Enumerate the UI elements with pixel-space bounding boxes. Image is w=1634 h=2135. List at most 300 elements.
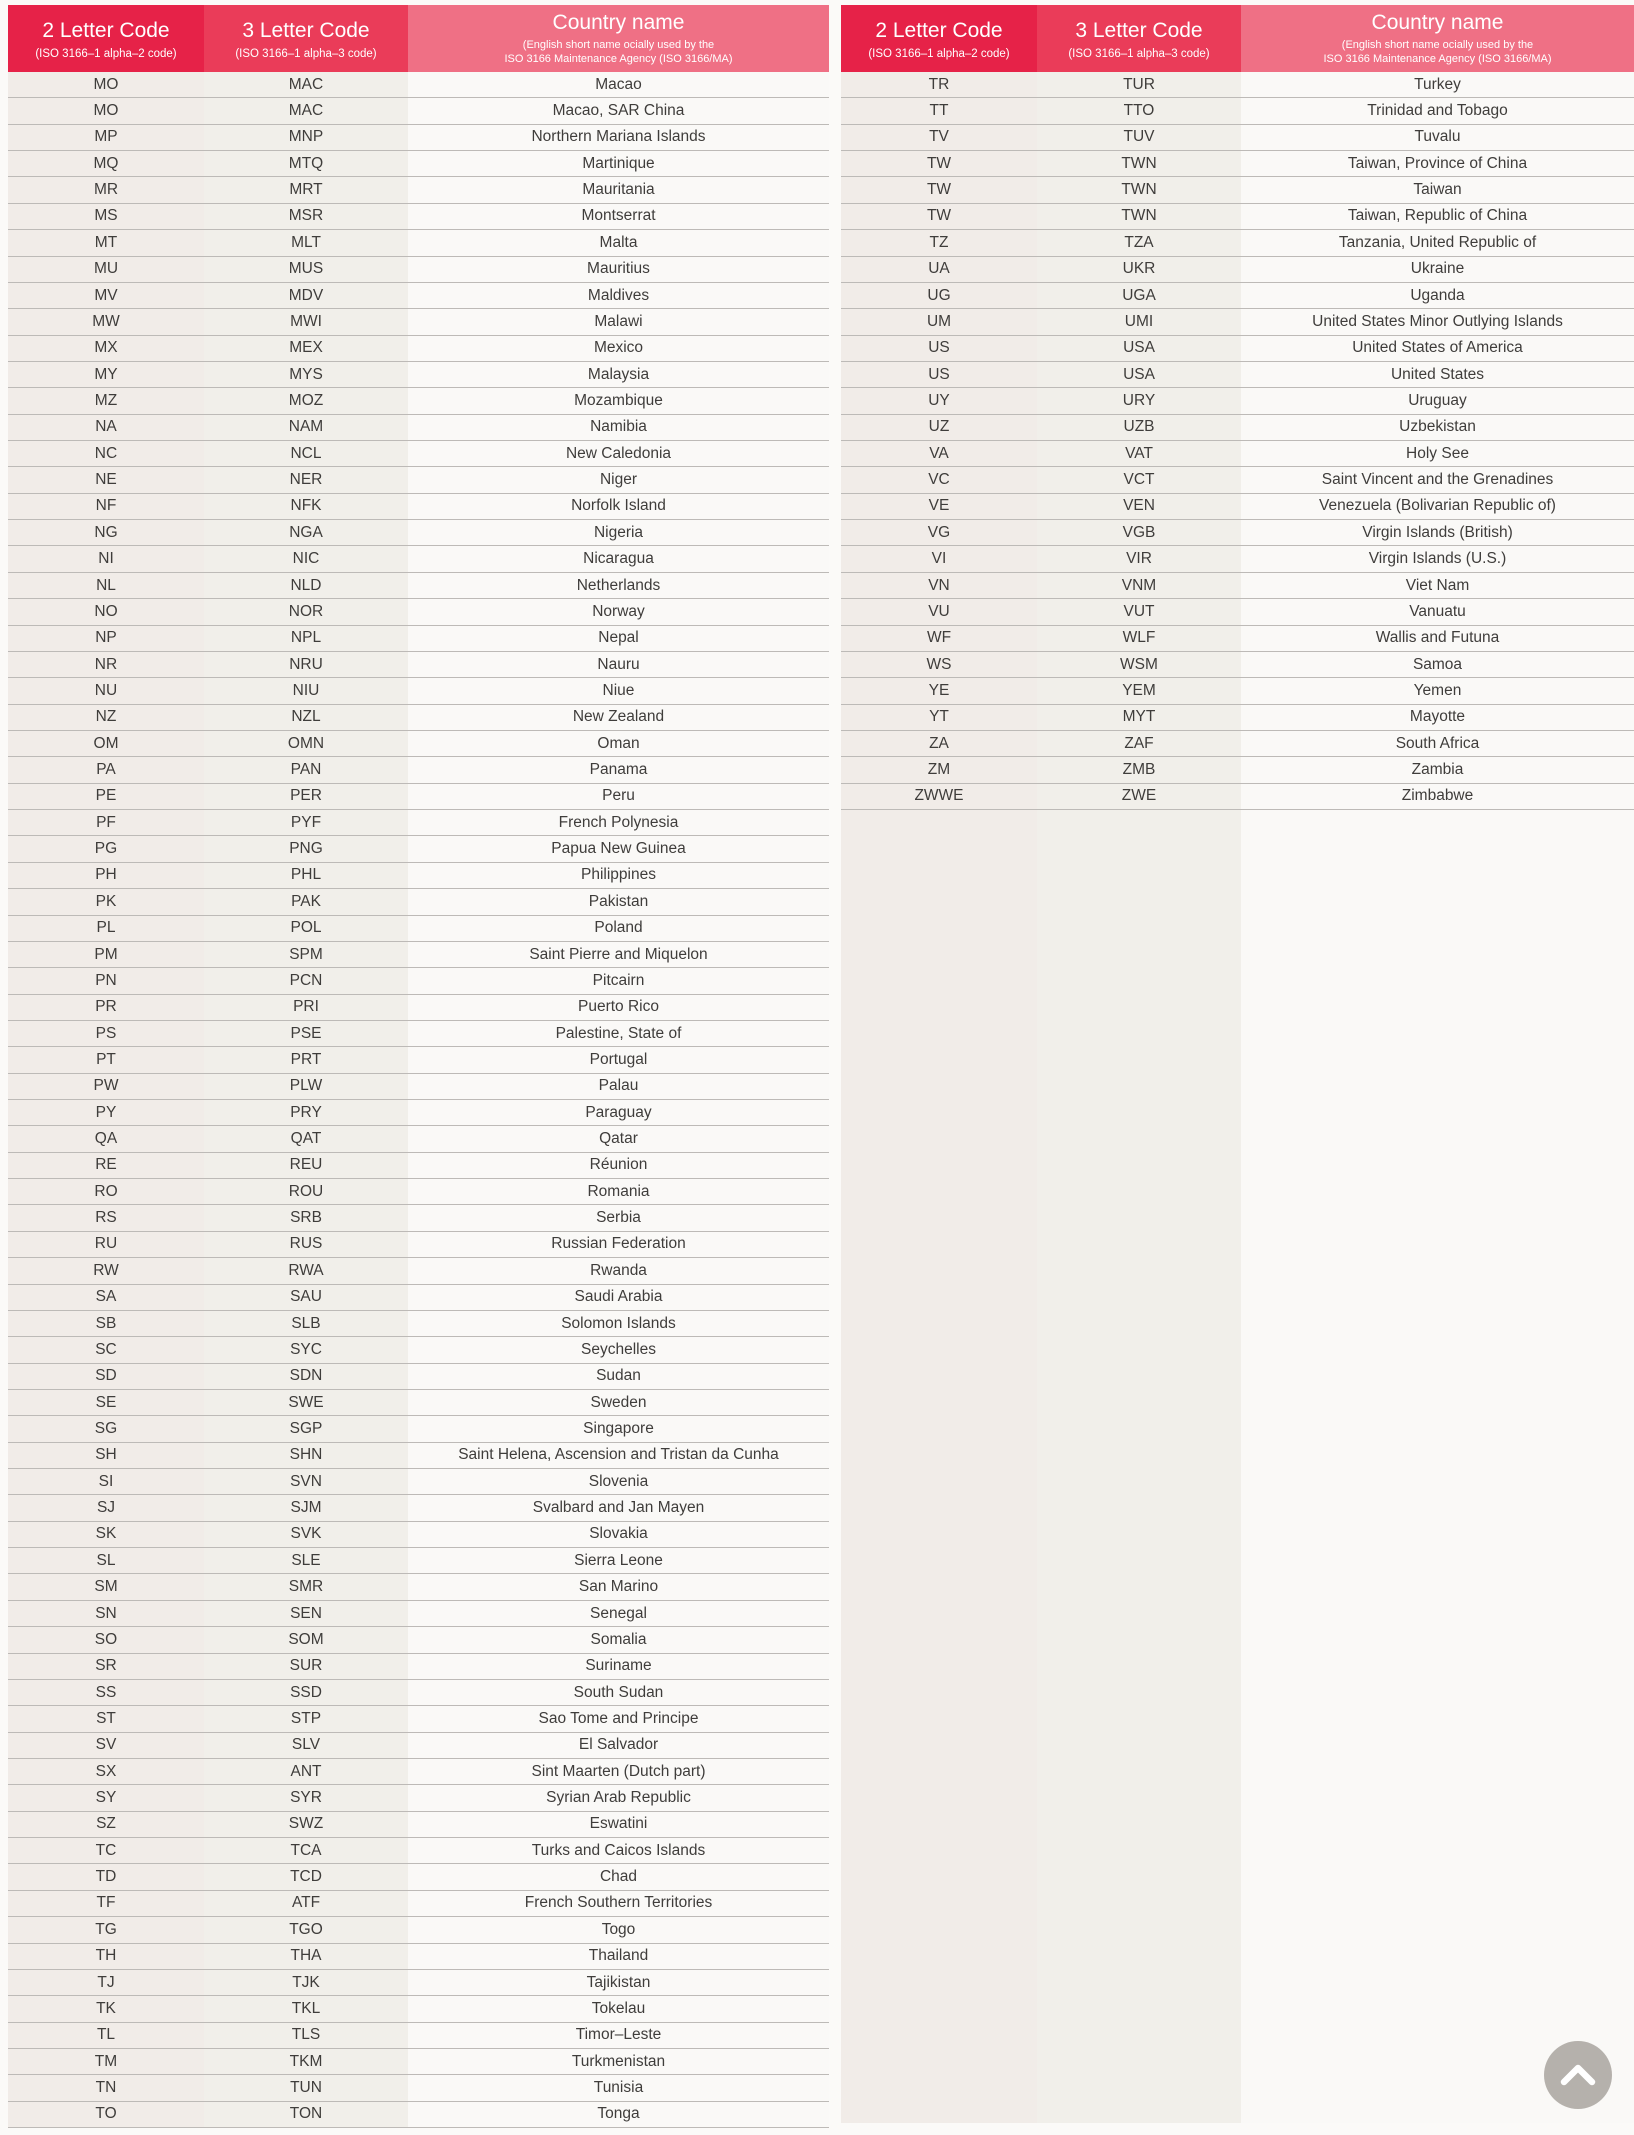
table-row	[841, 467, 1634, 493]
cell-alpha3-code: TGO	[204, 1917, 408, 1942]
table-row	[8, 72, 829, 98]
cell-alpha2-code: MU	[8, 257, 204, 282]
cell-alpha3-code: SEN	[204, 1601, 408, 1626]
cell-alpha3-code: TJK	[204, 1970, 408, 1995]
cell-alpha3-code: SSD	[204, 1680, 408, 1705]
cell-country-name: Philippines	[408, 863, 829, 888]
table-row	[841, 230, 1634, 256]
cell-alpha3-code: SAU	[204, 1285, 408, 1310]
cell-country-name: Tuvalu	[1241, 125, 1634, 150]
cell-country-name: Uzbekistan	[1241, 415, 1634, 440]
cell-alpha2-code: SV	[8, 1733, 204, 1758]
cell-alpha3-code: TZA	[1037, 230, 1241, 255]
cell-country-name: Saint Vincent and the Grenadines	[1241, 467, 1634, 492]
cell-alpha3-code: MRT	[204, 177, 408, 202]
cell-alpha3-code: OMN	[204, 731, 408, 756]
table-row	[841, 784, 1634, 810]
table-row	[841, 731, 1634, 757]
cell-alpha2-code: VA	[841, 441, 1037, 466]
cell-country-name: Paraguay	[408, 1100, 829, 1125]
cell-alpha2-code: VU	[841, 599, 1037, 624]
cell-alpha3-code: SMR	[204, 1574, 408, 1599]
cell-alpha3-code: NLD	[204, 573, 408, 598]
table-row	[8, 230, 829, 256]
cell-alpha2-code: MW	[8, 309, 204, 334]
cell-country-name: United States of America	[1241, 336, 1634, 361]
table-row	[841, 626, 1634, 652]
cell-alpha3-code: NOR	[204, 599, 408, 624]
cell-alpha2-code: TV	[841, 125, 1037, 150]
table-row	[841, 177, 1634, 203]
cell-country-name: Wallis and Futuna	[1241, 626, 1634, 651]
table-row	[8, 388, 829, 414]
cell-country-name: Saudi Arabia	[408, 1285, 829, 1310]
cell-alpha2-code: PE	[8, 784, 204, 809]
cell-alpha3-code: PER	[204, 784, 408, 809]
table-row	[8, 1759, 829, 1785]
cell-alpha3-code: VUT	[1037, 599, 1241, 624]
cell-alpha2-code: NA	[8, 415, 204, 440]
cell-country-name: Oman	[408, 731, 829, 756]
cell-alpha2-code: NG	[8, 520, 204, 545]
chevron-up-icon	[1560, 2064, 1596, 2086]
table-row	[8, 1258, 829, 1284]
table-row	[8, 1917, 829, 1943]
cell-alpha3-code: MSR	[204, 204, 408, 229]
cell-alpha3-code: TTO	[1037, 98, 1241, 123]
table-row	[8, 1733, 829, 1759]
cell-alpha3-code: PRI	[204, 995, 408, 1020]
cell-country-name: Portugal	[408, 1047, 829, 1072]
cell-alpha3-code: PYF	[204, 810, 408, 835]
cell-alpha2-code: MX	[8, 336, 204, 361]
table-row	[8, 678, 829, 704]
table-row	[841, 283, 1634, 309]
cell-alpha3-code: PLW	[204, 1074, 408, 1099]
cell-alpha3-code: SHN	[204, 1443, 408, 1468]
cell-alpha2-code: VG	[841, 520, 1037, 545]
cell-country-name: Mayotte	[1241, 705, 1634, 730]
cell-alpha3-code: NPL	[204, 626, 408, 651]
table-row	[841, 546, 1634, 572]
header-alpha3-subtitle: (ISO 3166–1 alpha–3 code)	[235, 48, 377, 60]
cell-alpha3-code: PSE	[204, 1021, 408, 1046]
table-row	[8, 916, 829, 942]
cell-alpha3-code: NIC	[204, 546, 408, 571]
table-row	[841, 520, 1634, 546]
cell-alpha3-code: PHL	[204, 863, 408, 888]
cell-alpha2-code: PM	[8, 942, 204, 967]
cell-alpha2-code: TW	[841, 151, 1037, 176]
cell-alpha3-code: NIU	[204, 678, 408, 703]
cell-alpha3-code: TWN	[1037, 151, 1241, 176]
cell-country-name: Ukraine	[1241, 257, 1634, 282]
cell-alpha2-code: YT	[841, 705, 1037, 730]
cell-alpha2-code: RS	[8, 1205, 204, 1230]
table-row	[8, 362, 829, 388]
table-row	[8, 889, 829, 915]
cell-country-name: Macao	[408, 72, 829, 97]
cell-alpha2-code: TT	[841, 98, 1037, 123]
cell-alpha2-code: PK	[8, 889, 204, 914]
table-row	[8, 2023, 829, 2049]
cell-alpha2-code: ZA	[841, 731, 1037, 756]
cell-alpha3-code: TWN	[1037, 204, 1241, 229]
cell-alpha3-code: REU	[204, 1153, 408, 1178]
cell-country-name: Yemen	[1241, 678, 1634, 703]
cell-country-name: Réunion	[408, 1153, 829, 1178]
cell-alpha2-code: MS	[8, 204, 204, 229]
table-row	[8, 995, 829, 1021]
table-row	[8, 151, 829, 177]
cell-alpha3-code: QAT	[204, 1126, 408, 1151]
cell-country-name: Svalbard and Jan Mayen	[408, 1495, 829, 1520]
table-row	[841, 98, 1634, 124]
cell-alpha2-code: TW	[841, 204, 1037, 229]
table-row	[841, 678, 1634, 704]
cell-country-name: Niue	[408, 678, 829, 703]
cell-country-name: South Africa	[1241, 731, 1634, 756]
cell-country-name: Nicaragua	[408, 546, 829, 571]
table-row	[8, 1996, 829, 2022]
table-row	[8, 1706, 829, 1732]
cell-alpha2-code: NC	[8, 441, 204, 466]
cell-country-name: Slovenia	[408, 1469, 829, 1494]
table-row	[841, 652, 1634, 678]
cell-alpha2-code: RU	[8, 1232, 204, 1257]
cell-alpha3-code: MWI	[204, 309, 408, 334]
cell-alpha2-code: NO	[8, 599, 204, 624]
cell-country-name: Nigeria	[408, 520, 829, 545]
cell-country-name: United States Minor Outlying Islands	[1241, 309, 1634, 334]
header-country-name-subtitle-line2: ISO 3166 Maintenance Agency (ISO 3166/MA)	[504, 53, 733, 65]
cell-alpha2-code: PA	[8, 757, 204, 782]
cell-alpha2-code: TH	[8, 1944, 204, 1969]
header-country-name	[408, 5, 829, 72]
cell-alpha2-code: NE	[8, 467, 204, 492]
table-row	[8, 1153, 829, 1179]
cell-alpha2-code: UA	[841, 257, 1037, 282]
header-alpha2-title: 2 Letter Code	[42, 19, 170, 42]
cell-alpha2-code: WS	[841, 652, 1037, 677]
cell-alpha3-code: TON	[204, 2102, 408, 2127]
table-row	[8, 1047, 829, 1073]
header-alpha3	[1037, 5, 1241, 72]
cell-alpha3-code: TCD	[204, 1864, 408, 1889]
cell-country-name: Senegal	[408, 1601, 829, 1626]
cell-alpha3-code: USA	[1037, 336, 1241, 361]
cell-country-name: Puerto Rico	[408, 995, 829, 1020]
cell-country-name: Turkey	[1241, 72, 1634, 97]
cell-alpha2-code: MP	[8, 125, 204, 150]
cell-country-name: Saint Pierre and Miquelon	[408, 942, 829, 967]
table-row	[841, 388, 1634, 414]
cell-alpha3-code: SYR	[204, 1785, 408, 1810]
cell-alpha3-code: TCA	[204, 1838, 408, 1863]
cell-alpha3-code: MEX	[204, 336, 408, 361]
cell-alpha2-code: ZWWE	[841, 784, 1037, 809]
cell-country-name: Trinidad and Tobago	[1241, 98, 1634, 123]
cell-country-name: Tanzania, United Republic of	[1241, 230, 1634, 255]
cell-country-name: Tajikistan	[408, 1970, 829, 1995]
cell-alpha2-code: PN	[8, 968, 204, 993]
header-alpha2-title: 2 Letter Code	[875, 19, 1003, 42]
cell-country-name: Sint Maarten (Dutch part)	[408, 1759, 829, 1784]
cell-alpha3-code: STP	[204, 1706, 408, 1731]
cell-alpha3-code: MLT	[204, 230, 408, 255]
table-row	[8, 863, 829, 889]
header-country-name-title: Country name	[552, 11, 685, 34]
table-row	[8, 784, 829, 810]
cell-alpha3-code: PAK	[204, 889, 408, 914]
table-row	[8, 309, 829, 335]
cell-alpha3-code: UKR	[1037, 257, 1241, 282]
cell-alpha2-code: RW	[8, 1258, 204, 1283]
cell-alpha2-code: MY	[8, 362, 204, 387]
cell-country-name: Nauru	[408, 652, 829, 677]
cell-alpha2-code: NP	[8, 626, 204, 651]
cell-country-name: Norway	[408, 599, 829, 624]
table-row	[841, 415, 1634, 441]
cell-country-name: Singapore	[408, 1416, 829, 1441]
cell-alpha3-code: SLV	[204, 1733, 408, 1758]
cell-country-name: Syrian Arab Republic	[408, 1785, 829, 1810]
cell-alpha2-code: SX	[8, 1759, 204, 1784]
cell-country-name: San Marino	[408, 1574, 829, 1599]
table-row	[841, 362, 1634, 388]
table-row	[8, 1680, 829, 1706]
cell-alpha2-code: PH	[8, 863, 204, 888]
cell-country-name: Malaysia	[408, 362, 829, 387]
cell-alpha2-code: SL	[8, 1548, 204, 1573]
table-row	[8, 441, 829, 467]
header-country-name-title: Country name	[1371, 11, 1504, 34]
cell-alpha3-code: UGA	[1037, 283, 1241, 308]
table-row	[8, 942, 829, 968]
cell-alpha3-code: MAC	[204, 98, 408, 123]
cell-alpha2-code: NZ	[8, 705, 204, 730]
cell-alpha2-code: TR	[841, 72, 1037, 97]
cell-alpha3-code: NRU	[204, 652, 408, 677]
table-header	[841, 5, 1634, 72]
cell-alpha3-code: PNG	[204, 836, 408, 861]
table-row	[8, 626, 829, 652]
cell-alpha2-code: ST	[8, 1706, 204, 1731]
cell-alpha3-code: ZWE	[1037, 784, 1241, 809]
cell-country-name: Slovakia	[408, 1522, 829, 1547]
table-row	[8, 125, 829, 151]
table-row	[8, 1574, 829, 1600]
cell-alpha2-code: OM	[8, 731, 204, 756]
cell-alpha2-code: TN	[8, 2075, 204, 2100]
table-row	[8, 1416, 829, 1442]
cell-country-name: Malawi	[408, 309, 829, 334]
cell-alpha3-code: SVK	[204, 1522, 408, 1547]
cell-alpha3-code: MNP	[204, 125, 408, 150]
table-row	[8, 757, 829, 783]
cell-alpha2-code: QA	[8, 1126, 204, 1151]
cell-country-name: Tokelau	[408, 1996, 829, 2021]
cell-alpha3-code: MYS	[204, 362, 408, 387]
cell-alpha3-code: PRT	[204, 1047, 408, 1072]
cell-alpha3-code: MYT	[1037, 705, 1241, 730]
table-row	[8, 2075, 829, 2101]
cell-country-name: Uganda	[1241, 283, 1634, 308]
cell-alpha3-code: MUS	[204, 257, 408, 282]
table-row	[8, 1443, 829, 1469]
cell-alpha3-code: VEN	[1037, 494, 1241, 519]
cell-alpha3-code: SUR	[204, 1654, 408, 1679]
cell-alpha2-code: PT	[8, 1047, 204, 1072]
cell-alpha2-code: SI	[8, 1469, 204, 1494]
cell-country-name: Sierra Leone	[408, 1548, 829, 1573]
cell-alpha2-code: SE	[8, 1390, 204, 1415]
cell-alpha2-code: SC	[8, 1337, 204, 1362]
table-row	[8, 2049, 829, 2075]
table-row	[8, 968, 829, 994]
cell-alpha2-code: SY	[8, 1785, 204, 1810]
cell-alpha3-code: UZB	[1037, 415, 1241, 440]
table-row	[8, 336, 829, 362]
table-row	[841, 599, 1634, 625]
cell-alpha3-code: TLS	[204, 2023, 408, 2048]
cell-alpha2-code: NI	[8, 546, 204, 571]
cell-country-name: Tunisia	[408, 2075, 829, 2100]
cell-alpha2-code: RO	[8, 1179, 204, 1204]
cell-alpha3-code: YEM	[1037, 678, 1241, 703]
table-row	[8, 836, 829, 862]
table-row	[8, 1838, 829, 1864]
cell-country-name: Norfolk Island	[408, 494, 829, 519]
table-row	[8, 283, 829, 309]
cell-alpha3-code: NZL	[204, 705, 408, 730]
cell-alpha3-code: TUR	[1037, 72, 1241, 97]
cell-alpha3-code: NAM	[204, 415, 408, 440]
cell-alpha2-code: NU	[8, 678, 204, 703]
table-row	[841, 441, 1634, 467]
header-alpha2-subtitle: (ISO 3166–1 alpha–2 code)	[868, 48, 1010, 60]
table-row	[8, 1390, 829, 1416]
cell-alpha2-code: PW	[8, 1074, 204, 1099]
cell-country-name: Taiwan, Republic of China	[1241, 204, 1634, 229]
cell-country-name: Viet Nam	[1241, 573, 1634, 598]
cell-alpha3-code: TUV	[1037, 125, 1241, 150]
cell-alpha3-code: TWN	[1037, 177, 1241, 202]
table-row	[8, 1126, 829, 1152]
cell-country-name: Eswatini	[408, 1812, 829, 1837]
cell-country-name: Namibia	[408, 415, 829, 440]
table-row	[8, 1970, 829, 1996]
cell-alpha2-code: SH	[8, 1443, 204, 1468]
cell-alpha3-code: PAN	[204, 757, 408, 782]
cell-country-name: Poland	[408, 916, 829, 941]
cell-alpha2-code: NF	[8, 494, 204, 519]
table-row	[8, 1495, 829, 1521]
cell-alpha2-code: TJ	[8, 1970, 204, 1995]
table-row	[8, 1548, 829, 1574]
table-row	[8, 1812, 829, 1838]
cell-country-name: Sudan	[408, 1364, 829, 1389]
cell-alpha2-code: PS	[8, 1021, 204, 1046]
cell-alpha3-code: SWE	[204, 1390, 408, 1415]
cell-country-name: Taiwan, Province of China	[1241, 151, 1634, 176]
cell-country-name: New Caledonia	[408, 441, 829, 466]
cell-country-name: Palau	[408, 1074, 829, 1099]
cell-alpha2-code: TF	[8, 1891, 204, 1916]
cell-alpha3-code: TKL	[204, 1996, 408, 2021]
cell-country-name: Seychelles	[408, 1337, 829, 1362]
cell-alpha2-code: YE	[841, 678, 1037, 703]
cell-alpha2-code: UM	[841, 309, 1037, 334]
cell-alpha2-code: VE	[841, 494, 1037, 519]
cell-alpha3-code: VNM	[1037, 573, 1241, 598]
cell-alpha3-code: SLB	[204, 1311, 408, 1336]
cell-alpha2-code: RE	[8, 1153, 204, 1178]
table-row	[8, 1311, 829, 1337]
cell-alpha2-code: MV	[8, 283, 204, 308]
cell-alpha3-code: SRB	[204, 1205, 408, 1230]
cell-country-name: Rwanda	[408, 1258, 829, 1283]
header-alpha2	[8, 5, 204, 72]
cell-alpha3-code: SPM	[204, 942, 408, 967]
cell-alpha2-code: MR	[8, 177, 204, 202]
table-row	[8, 520, 829, 546]
cell-alpha2-code: SG	[8, 1416, 204, 1441]
table-row	[841, 151, 1634, 177]
table-row	[8, 1285, 829, 1311]
cell-alpha2-code: PY	[8, 1100, 204, 1125]
cell-country-name: Malta	[408, 230, 829, 255]
cell-country-name: Turkmenistan	[408, 2049, 829, 2074]
cell-alpha3-code: ZMB	[1037, 757, 1241, 782]
cell-country-name: Northern Mariana Islands	[408, 125, 829, 150]
cell-country-name: Mexico	[408, 336, 829, 361]
cell-alpha3-code: NCL	[204, 441, 408, 466]
cell-alpha2-code: SR	[8, 1654, 204, 1679]
table-row	[8, 1654, 829, 1680]
cell-alpha3-code: USA	[1037, 362, 1241, 387]
cell-alpha2-code: PL	[8, 916, 204, 941]
cell-alpha2-code: TC	[8, 1838, 204, 1863]
cell-alpha2-code: TW	[841, 177, 1037, 202]
cell-alpha3-code: ANT	[204, 1759, 408, 1784]
cell-alpha3-code: PCN	[204, 968, 408, 993]
cell-alpha2-code: US	[841, 362, 1037, 387]
cell-country-name: Pakistan	[408, 889, 829, 914]
scroll-to-top-button[interactable]	[1544, 2041, 1612, 2109]
cell-country-name: New Zealand	[408, 705, 829, 730]
table-row	[8, 1601, 829, 1627]
header-alpha3-title: 3 Letter Code	[1075, 19, 1203, 42]
table-body-right	[841, 72, 1634, 810]
cell-alpha2-code: MO	[8, 98, 204, 123]
header-alpha2-subtitle: (ISO 3166–1 alpha–2 code)	[35, 48, 177, 60]
cell-alpha2-code: NR	[8, 652, 204, 677]
cell-alpha3-code: RWA	[204, 1258, 408, 1283]
table-row	[841, 573, 1634, 599]
cell-country-name: French Polynesia	[408, 810, 829, 835]
table-row	[8, 2102, 829, 2128]
cell-country-name: Sao Tome and Principe	[408, 1706, 829, 1731]
table-row	[8, 1364, 829, 1390]
cell-country-name: Palestine, State of	[408, 1021, 829, 1046]
cell-alpha3-code: MOZ	[204, 388, 408, 413]
cell-country-name: Saint Helena, Ascension and Tristan da Cunha	[408, 1443, 829, 1468]
table-row	[8, 1785, 829, 1811]
table-row	[841, 309, 1634, 335]
cell-alpha2-code: MQ	[8, 151, 204, 176]
header-alpha3-title: 3 Letter Code	[242, 19, 370, 42]
